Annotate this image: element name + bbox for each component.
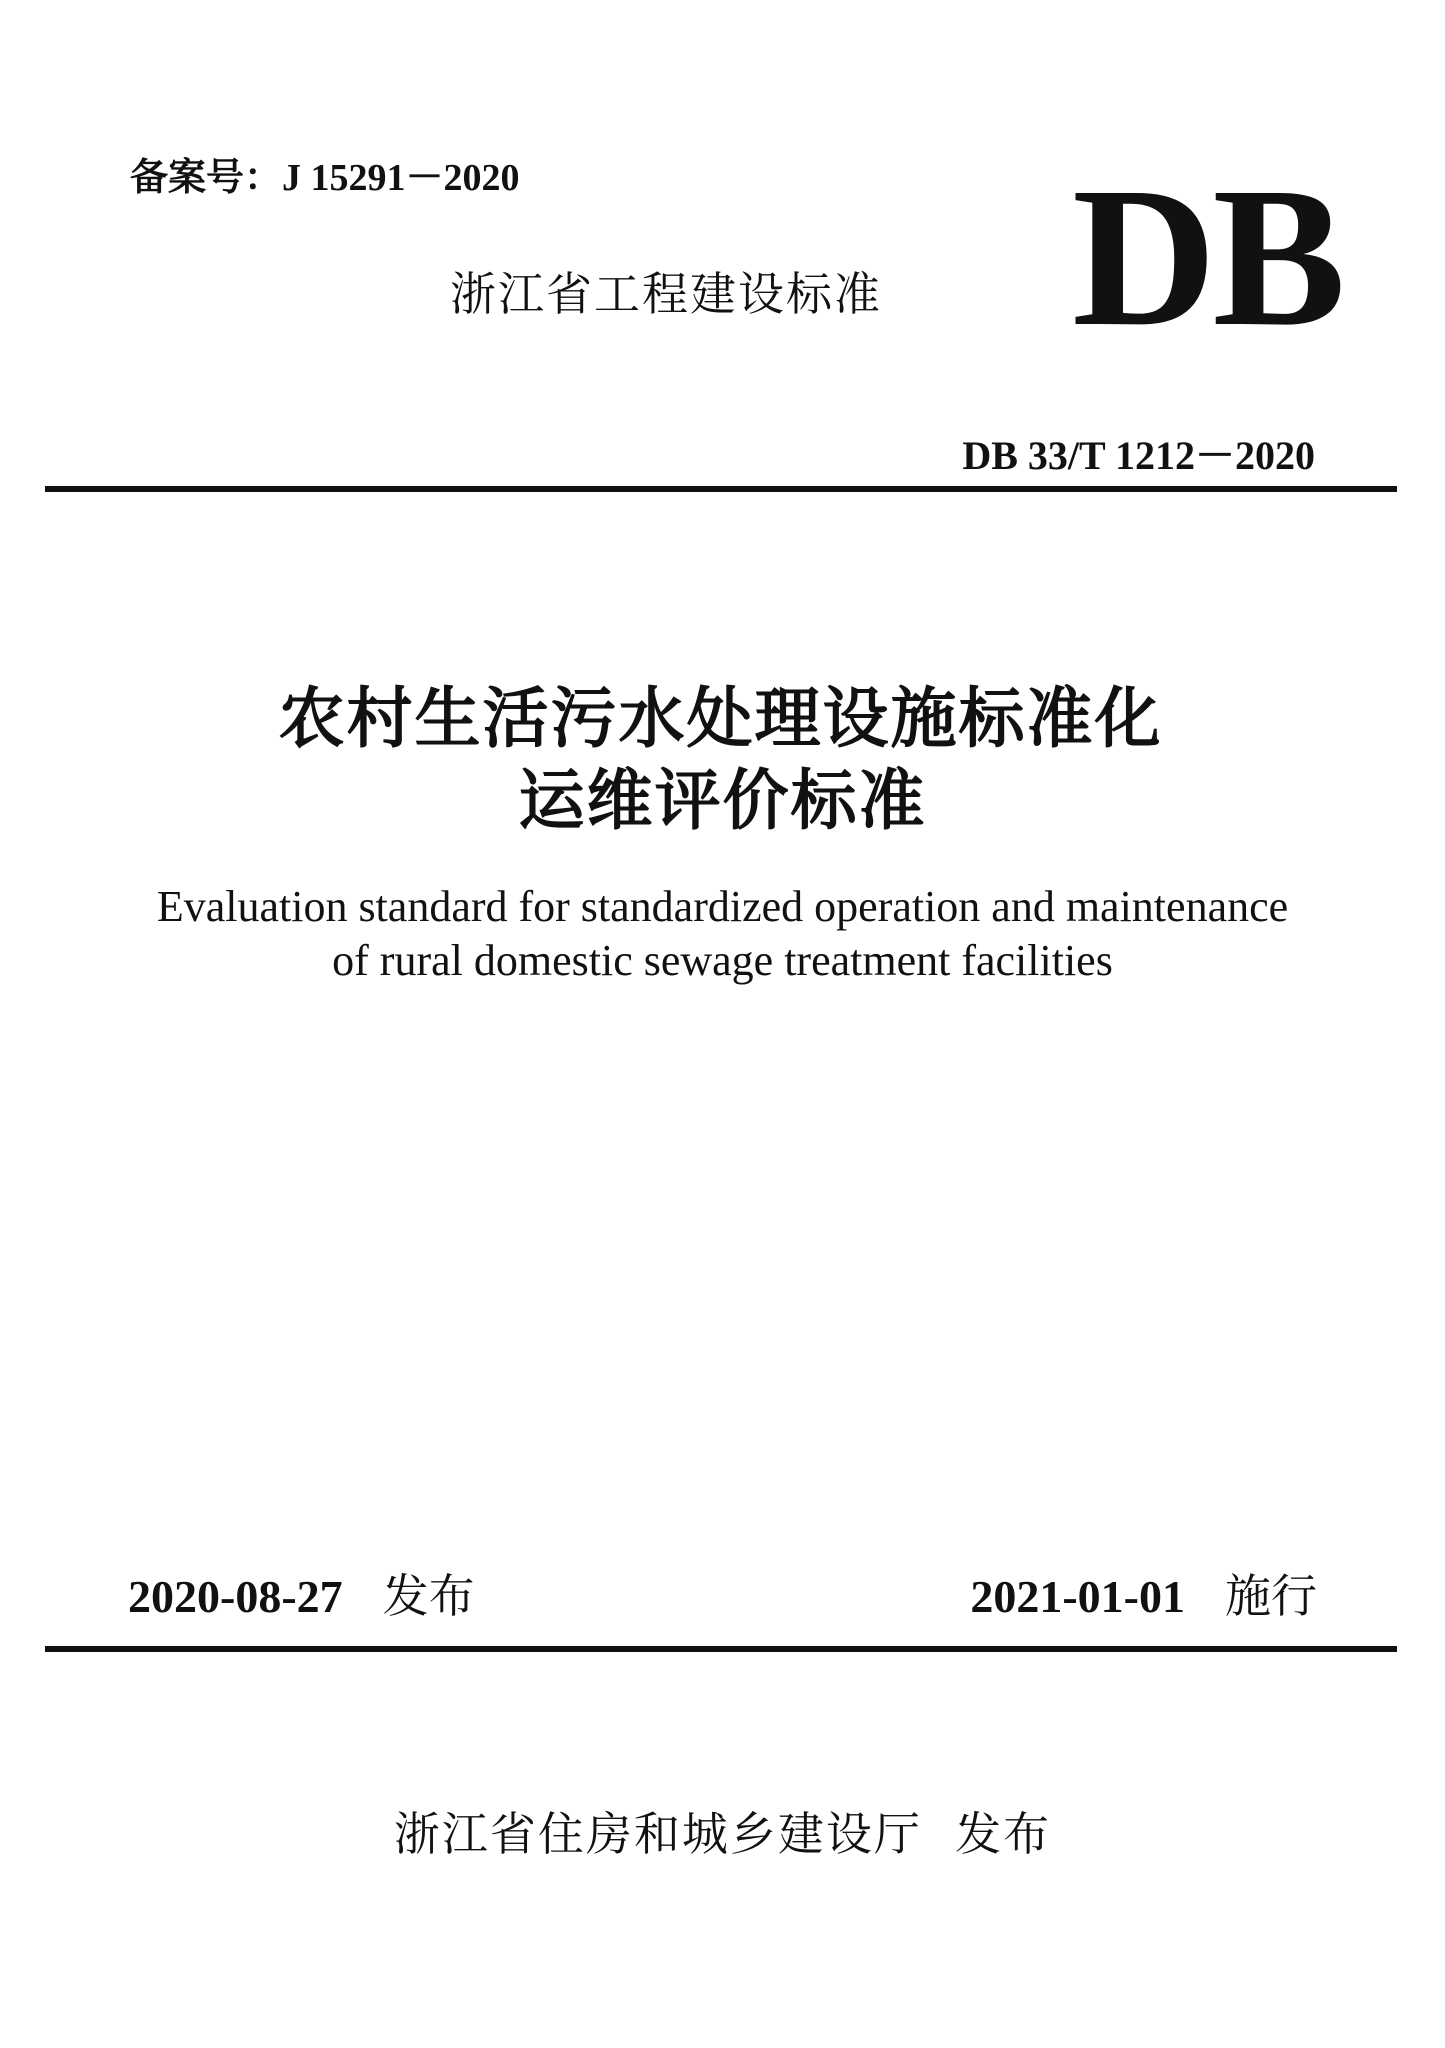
issue-date-block — [128, 1560, 475, 1626]
publisher: 浙江省住房和城乡建设厅 发布 — [393, 1807, 1052, 1861]
effective-label: 施行 — [1225, 1569, 1317, 1623]
bottom-divider — [45, 1646, 1397, 1652]
record-number-label: 备案号： — [130, 155, 283, 199]
effective-date: 2021-01-01 — [970, 1571, 1185, 1622]
title-line-1: 农村生活污水处理设施标准化 — [278, 683, 1163, 756]
issue-date: 2020-08-27 — [128, 1571, 343, 1622]
standard-category: 浙江省工程建设标准 — [450, 267, 882, 321]
english-title-line-1: Evaluation standard for standardized operation and maintenance — [156, 882, 1289, 931]
title-line-2: 运维评价标准 — [518, 765, 927, 838]
record-number-value: J 15291－2020 — [282, 157, 520, 199]
record-number — [130, 146, 520, 201]
english-title-line-2: of rural domestic sewage treatment facilities — [332, 936, 1113, 985]
issue-label: 发布 — [382, 1569, 475, 1623]
effective-date-block — [970, 1560, 1317, 1626]
db-logo: DB — [1072, 147, 1342, 368]
top-divider — [45, 486, 1397, 492]
standard-code: DB 33/T 1212－2020 — [962, 433, 1315, 478]
